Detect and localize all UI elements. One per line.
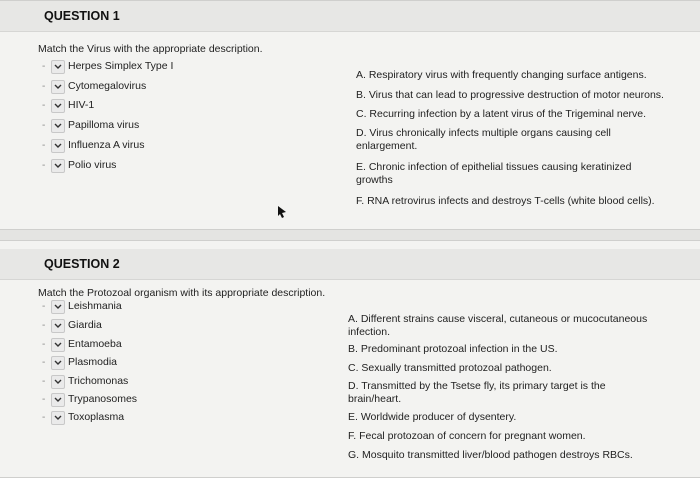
- q1-match-row: - Cytomegalovirus: [42, 80, 147, 92]
- question-2-title: QUESTION 2: [44, 257, 120, 271]
- chevron-down-icon: [54, 123, 62, 128]
- question-1-prompt: Match the Virus with the appropriate description.: [38, 43, 263, 55]
- chevron-down-icon: [54, 103, 62, 108]
- chevron-down-icon: [54, 163, 62, 168]
- chevron-down-icon: [54, 323, 62, 328]
- q2-match-row: - Entamoeba: [42, 338, 122, 350]
- answer-select[interactable]: [51, 119, 65, 133]
- q1-item-label: Papilloma virus: [68, 119, 140, 131]
- q1-option: D. Virus chronically infects multiple organs causing cell enlargement.: [356, 127, 611, 152]
- q2-option: B. Predominant protozoal infection in the US.: [348, 343, 558, 355]
- q1-item-label: HIV-1: [68, 99, 95, 111]
- q1-match-row: - Polio virus: [42, 159, 117, 171]
- chevron-down-icon: [54, 64, 62, 69]
- q1-item-label: Polio virus: [68, 159, 117, 171]
- chevron-down-icon: [54, 379, 62, 384]
- question-2-header: [0, 249, 700, 280]
- answer-select[interactable]: [51, 80, 65, 94]
- q2-item-label: Trichomonas: [68, 375, 129, 387]
- q2-item-label: Plasmodia: [68, 356, 118, 368]
- question-1-title: QUESTION 1: [44, 9, 120, 23]
- answer-select[interactable]: [51, 300, 65, 314]
- answer-select[interactable]: [51, 159, 65, 173]
- q2-match-row: - Giardia: [42, 319, 102, 331]
- q2-item-label: Trypanosomes: [68, 393, 138, 405]
- answer-select[interactable]: [51, 338, 65, 352]
- answer-select[interactable]: [51, 411, 65, 425]
- q1-match-row: - Influenza A virus: [42, 139, 145, 151]
- question-1-header: [0, 1, 700, 32]
- chevron-down-icon: [54, 143, 62, 148]
- q2-item-label: Giardia: [68, 319, 102, 331]
- q2-match-row: - Toxoplasma: [42, 411, 125, 423]
- q2-option: F. Fecal protozoan of concern for pregnant women.: [348, 430, 586, 442]
- chevron-down-icon: [54, 415, 62, 420]
- q2-match-row: - Trichomonas: [42, 375, 129, 387]
- answer-select[interactable]: [51, 139, 65, 153]
- q1-match-row: - HIV-1: [42, 99, 95, 111]
- answer-select[interactable]: [51, 356, 65, 370]
- q1-option: A. Respiratory virus with frequently changing surface antigens.: [356, 69, 647, 81]
- answer-select[interactable]: [51, 99, 65, 113]
- answer-select[interactable]: [51, 319, 65, 333]
- q2-option: C. Sexually transmitted protozoal pathogen.: [348, 362, 552, 374]
- q2-option: A. Different strains cause visceral, cutaneous or mucocutaneous infection.: [348, 313, 648, 338]
- chevron-down-icon: [54, 84, 62, 89]
- chevron-down-icon: [54, 397, 62, 402]
- q2-option: G. Mosquito transmitted liver/blood pathogen destroys RBCs.: [348, 449, 633, 461]
- question-2-panel: [0, 240, 700, 478]
- answer-select[interactable]: [51, 375, 65, 389]
- q1-item-label: Cytomegalovirus: [68, 80, 147, 92]
- q1-option: B. Virus that can lead to progressive destruction of motor neurons.: [356, 89, 664, 101]
- q2-item-label: Entamoeba: [68, 338, 122, 350]
- answer-select[interactable]: [51, 393, 65, 407]
- q2-option: D. Transmitted by the Tsetse fly, its primary target is the brain/heart.: [348, 380, 606, 405]
- q1-match-row: - Herpes Simplex Type I: [42, 60, 174, 72]
- q2-match-row: - Plasmodia: [42, 356, 118, 368]
- q2-option: E. Worldwide producer of dysentery.: [348, 411, 517, 423]
- q1-item-label: Herpes Simplex Type I: [68, 60, 174, 72]
- q1-item-label: Influenza A virus: [68, 139, 145, 151]
- mouse-cursor-icon: [276, 205, 288, 219]
- q1-option: F. RNA retrovirus infects and destroys T-cells (white blood cells).: [356, 195, 655, 207]
- question-2-prompt: Match the Protozoal organism with its appropriate description.: [38, 287, 326, 299]
- q1-option: C. Recurring infection by a latent virus of the Trigeminal nerve.: [356, 108, 647, 120]
- chevron-down-icon: [54, 304, 62, 309]
- q2-match-row: - Trypanosomes: [42, 393, 138, 405]
- answer-select[interactable]: [51, 60, 65, 74]
- q2-item-label: Toxoplasma: [68, 411, 125, 423]
- chevron-down-icon: [54, 360, 62, 365]
- question-1-panel: [0, 0, 700, 230]
- q1-option: E. Chronic infection of epithelial tissues causing keratinized growths: [356, 161, 632, 186]
- q2-match-row: - Leishmania: [42, 300, 122, 312]
- q1-match-row: - Papilloma virus: [42, 119, 140, 131]
- q2-item-label: Leishmania: [68, 300, 122, 312]
- chevron-down-icon: [54, 342, 62, 347]
